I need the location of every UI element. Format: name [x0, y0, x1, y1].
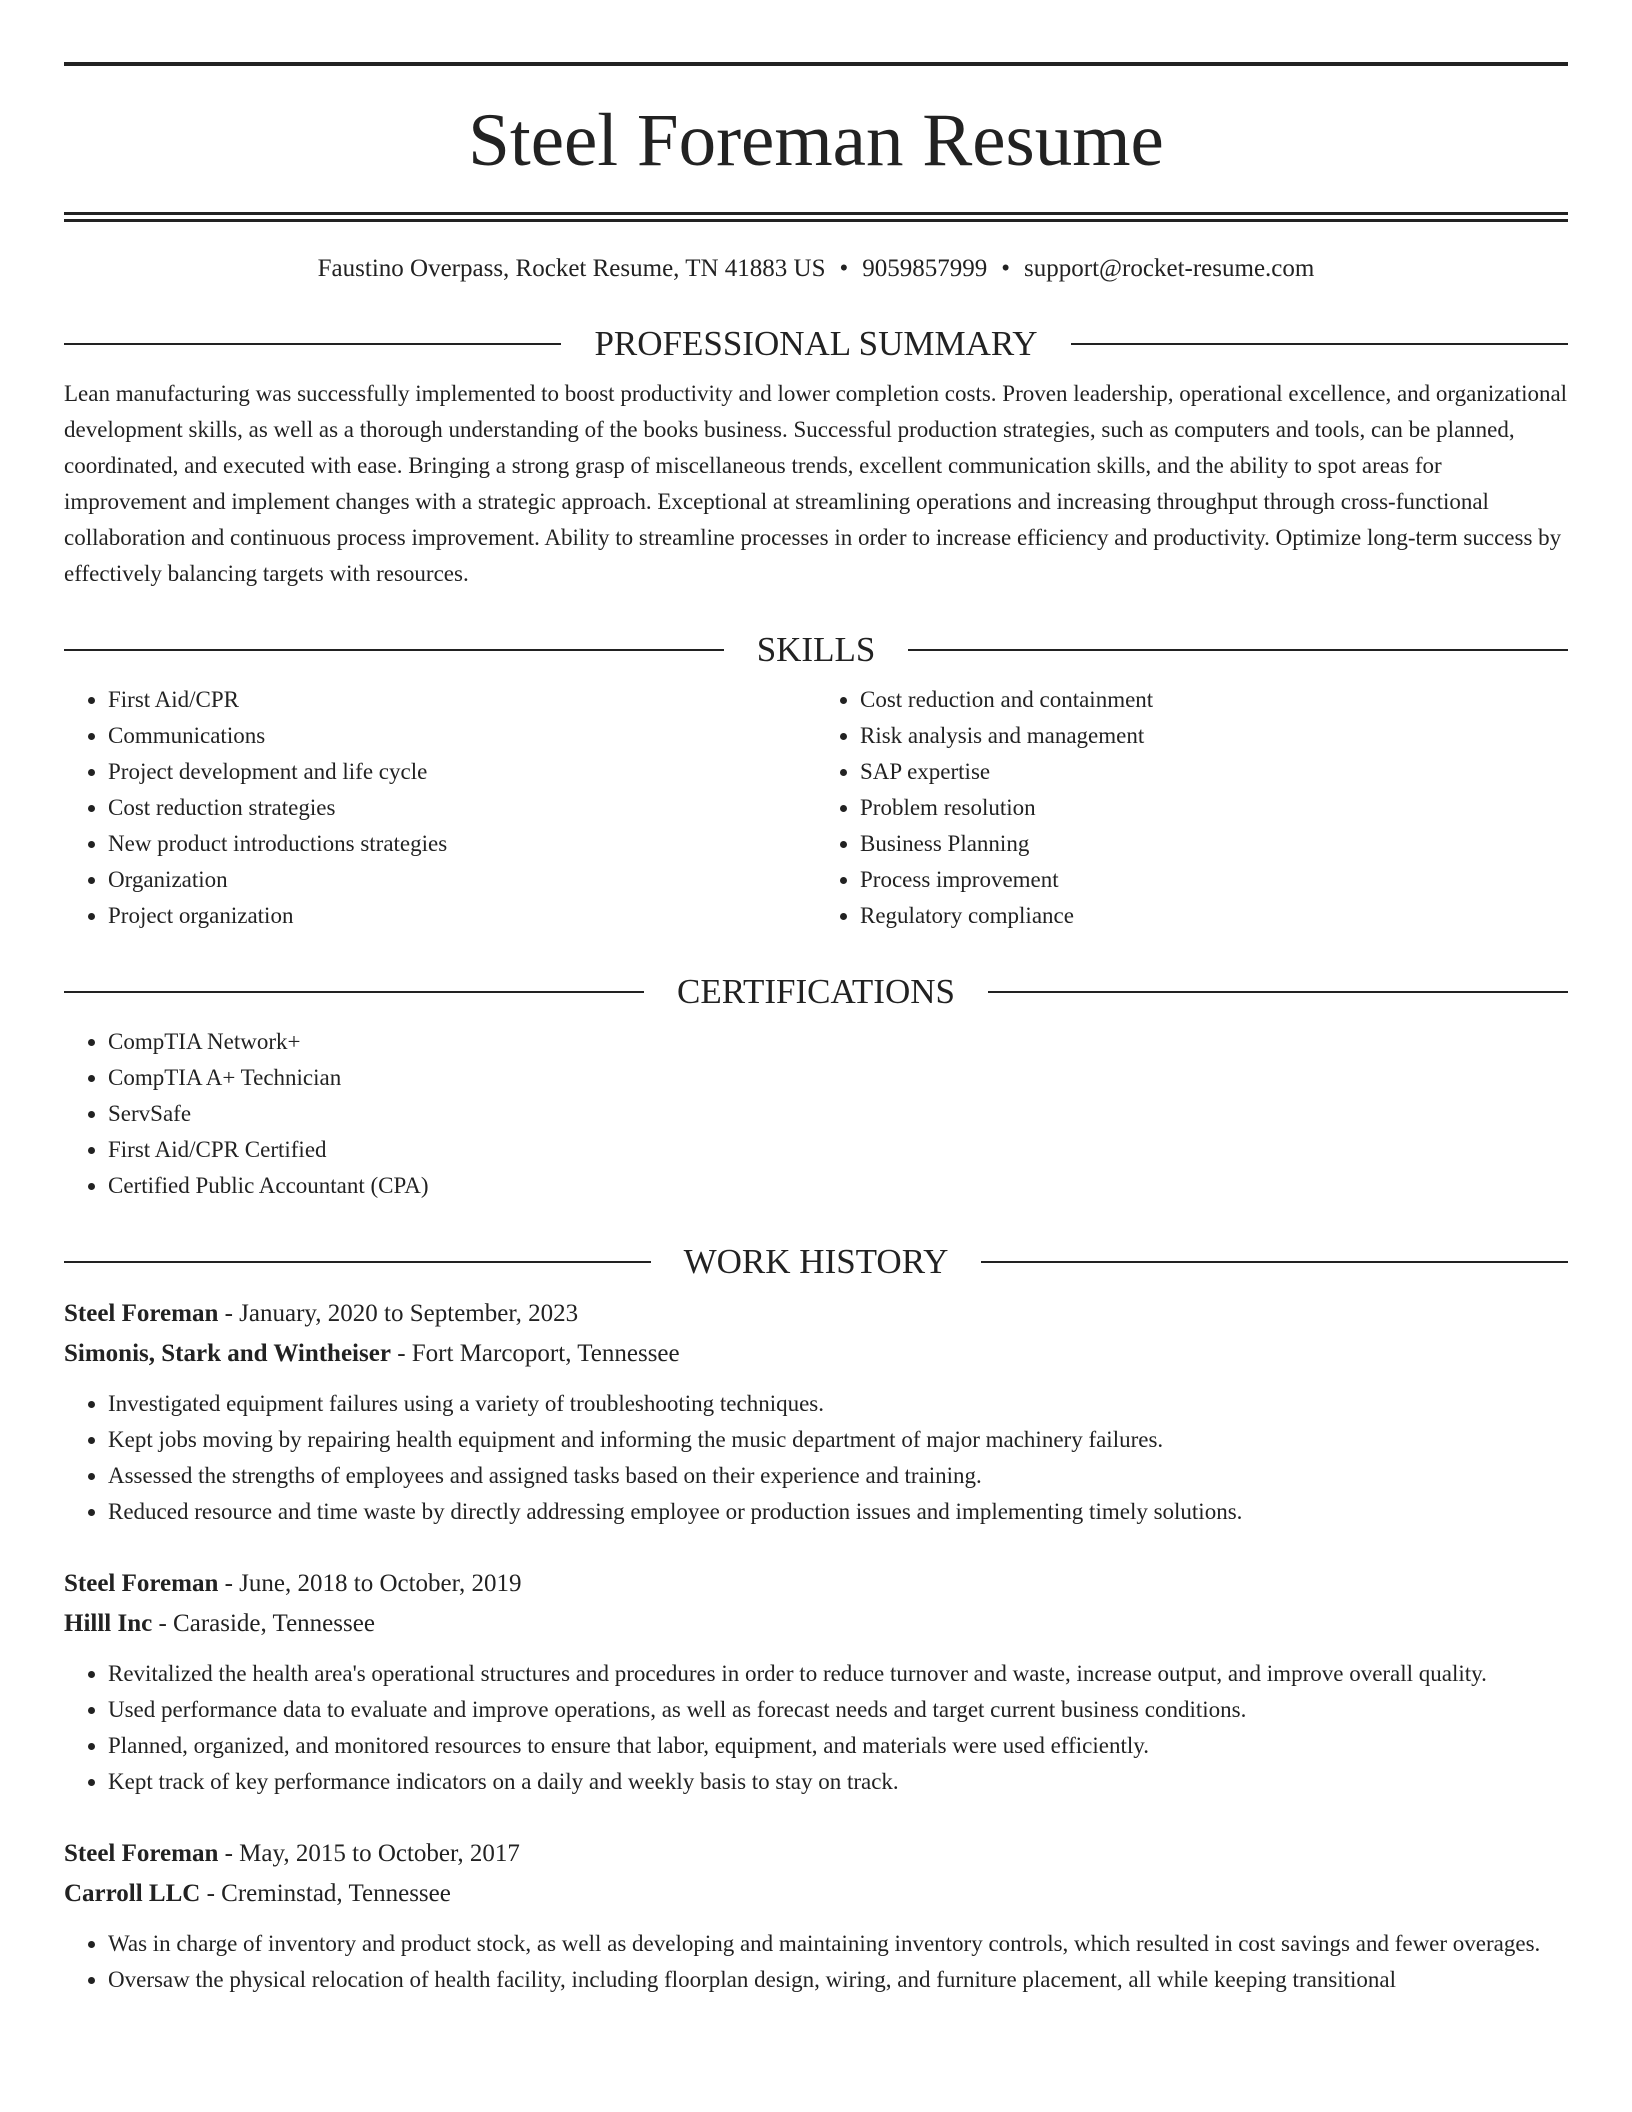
list-item: • Cost reduction strategies: [108, 790, 816, 826]
list-item: • ServSafe: [108, 1096, 1568, 1132]
job-company: Simonis, Stark and Wintheiser: [64, 1340, 391, 1367]
job-title-line: [64, 1564, 1568, 1604]
list-item: • Used performance data to evaluate and improve operations, as well as forecast needs and target current business conditions.: [108, 1692, 1568, 1728]
section-heading-certifications: [64, 970, 1568, 1014]
section-title-summary: PROFESSIONAL SUMMARY: [594, 324, 1038, 363]
job-company-line: [64, 1874, 1568, 1914]
list-item: • Kept jobs moving by repairing health equipment and informing the music department of major machinery failures.: [108, 1422, 1568, 1458]
list-item: • CompTIA A+ Technician: [108, 1060, 1568, 1096]
job-location: - Creminstad, Tennessee: [200, 1880, 451, 1907]
contact-separator: •: [1001, 255, 1011, 282]
list-item: • Investigated equipment failures using a variety of troubleshooting techniques.: [108, 1386, 1568, 1422]
skills-list-right: [816, 682, 1568, 934]
job-dates: - May, 2015 to October, 2017: [218, 1840, 520, 1867]
list-item: • First Aid/CPR Certified: [108, 1132, 1568, 1168]
list-item: • Assessed the strengths of employees and assigned tasks based on their experience and training.: [108, 1458, 1568, 1494]
job-title: Steel Foreman: [64, 1840, 219, 1867]
top-rule: [64, 62, 1568, 66]
list-item: • Kept track of key performance indicators on a daily and weekly basis to stay on track.: [108, 1764, 1568, 1800]
job-title-line: [64, 1834, 1568, 1874]
job-title: Steel Foreman: [64, 1570, 219, 1597]
list-item: • Business Planning: [860, 826, 1568, 862]
list-item: • Reduced resource and time waste by directly addressing employee or production issues and implementing timely solutions.: [108, 1494, 1568, 1530]
heading-rule: [64, 649, 724, 651]
heading-rule: [64, 1261, 651, 1263]
list-item: • Project organization: [108, 898, 816, 934]
section-title-work: WORK HISTORY: [683, 1242, 949, 1281]
heading-rule: [64, 991, 644, 993]
job-company-line: [64, 1604, 1568, 1644]
summary-paragraph: Lean manufacturing was successfully implemented to boost productivity and lower completion costs. Proven leadership, operational excellence, and organizational development skills, as well as a thorough understanding of the books business. Successful production strategies, such as computers and tools, can be planned, coordinated, and executed with ease. Bringing a strong grasp of miscellaneous trends, excellent communication skills, and the ability to spot areas for improvement and implement changes with a strategic approach. Exceptional at streamlining operations and increasing throughput through cross-functional collaboration and continuous process improvement. Ability to streamline processes in order to increase efficiency and productivity. Optimize long-term success by effectively balancing targets with resources.: [64, 381, 1568, 586]
contact-address: Faustino Overpass, Rocket Resume, TN 41883 US: [317, 255, 826, 282]
section-heading-skills: [64, 628, 1568, 672]
job-dates: - January, 2020 to September, 2023: [218, 1300, 579, 1327]
list-item: • Process improvement: [860, 862, 1568, 898]
contact-separator: •: [839, 255, 849, 282]
page-title: Steel Foreman Resume: [468, 99, 1164, 182]
job-company: Carroll LLC: [64, 1880, 201, 1907]
heading-rule: [981, 1261, 1568, 1263]
list-item: • SAP expertise: [860, 754, 1568, 790]
section-title-skills: SKILLS: [756, 630, 876, 669]
list-item: • Problem resolution: [860, 790, 1568, 826]
contact-email: support@rocket-resume.com: [1024, 255, 1315, 282]
job-entry: [64, 1564, 1568, 1800]
list-item: • Cost reduction and containment: [860, 682, 1568, 718]
job-location: - Fort Marcoport, Tennessee: [390, 1340, 680, 1367]
list-item: • Communications: [108, 718, 816, 754]
job-title-line: [64, 1294, 1568, 1334]
list-item: • New product introductions strategies: [108, 826, 816, 862]
heading-rule: [908, 649, 1568, 651]
title-double-rule: [64, 212, 1568, 222]
job-company: Hilll Inc: [64, 1610, 153, 1637]
list-item: • Was in charge of inventory and product stock, as well as developing and maintaining inventory controls, which resulted in cost savings and fewer overages.: [108, 1926, 1568, 1962]
list-item: • Risk analysis and management: [860, 718, 1568, 754]
section-title-certifications: CERTIFICATIONS: [677, 972, 955, 1011]
list-item: • CompTIA Network+: [108, 1024, 1568, 1060]
skills-columns: [64, 682, 1568, 934]
job-bullets: [64, 1656, 1568, 1800]
list-item: • First Aid/CPR: [108, 682, 816, 718]
job-dates: - June, 2018 to October, 2019: [218, 1570, 522, 1597]
job-entry: [64, 1834, 1568, 1998]
list-item: • Planned, organized, and monitored resources to ensure that labor, equipment, and materials were used efficiently.: [108, 1728, 1568, 1764]
job-location: - Caraside, Tennessee: [152, 1610, 375, 1637]
section-heading-summary: [64, 322, 1568, 366]
list-item: • Oversaw the physical relocation of health facility, including floorplan design, wiring, and furniture placement, all while keeping transitional: [108, 1962, 1568, 1998]
certifications-list: [64, 1024, 1568, 1204]
section-heading-work: [64, 1240, 1568, 1284]
job-bullets: [64, 1386, 1568, 1530]
job-bullets: [64, 1926, 1568, 1998]
list-item: • Revitalized the health area's operational structures and procedures in order to reduce turnover and waste, increase output, and improve overall quality.: [108, 1656, 1568, 1692]
list-item: • Organization: [108, 862, 816, 898]
list-item: • Project development and life cycle: [108, 754, 816, 790]
heading-rule: [64, 343, 561, 345]
work-history: [64, 1294, 1568, 1998]
list-item: • Regulatory compliance: [860, 898, 1568, 934]
heading-rule: [1071, 343, 1568, 345]
contact-info: [64, 252, 1568, 286]
skills-list-left: [64, 682, 816, 934]
contact-phone: 9059857999: [862, 255, 988, 282]
job-company-line: [64, 1334, 1568, 1374]
job-entry: [64, 1294, 1568, 1530]
job-title: Steel Foreman: [64, 1300, 219, 1327]
heading-rule: [988, 991, 1568, 993]
list-item: • Certified Public Accountant (CPA): [108, 1168, 1568, 1204]
